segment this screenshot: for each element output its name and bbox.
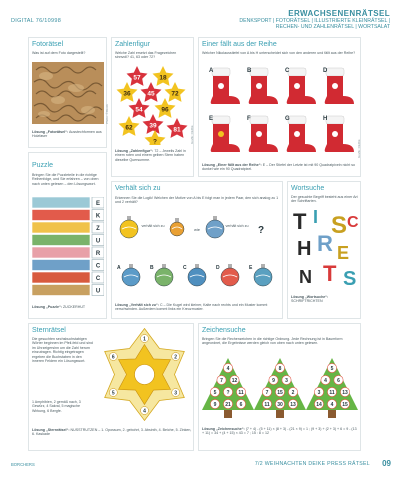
boot-b xyxy=(247,68,278,104)
boot-cuff xyxy=(250,68,268,76)
zahlenfigur-panel xyxy=(111,37,194,177)
puzzle-text: Bringen Sie die Puzzleteile in die richtige Reihenfolge, und Sie erfahren – von oben nach unten gelesen – den Lösungswort. xyxy=(32,173,99,186)
boot-body xyxy=(325,76,354,104)
boot-g xyxy=(285,116,316,152)
star-number-label: 81 xyxy=(173,126,181,134)
page-footer xyxy=(0,456,400,477)
number-star-figure xyxy=(115,65,189,145)
tree-trunk xyxy=(224,410,232,418)
boot-d xyxy=(323,68,354,104)
sternraetsel-solution xyxy=(32,428,192,437)
ornament-cap xyxy=(261,264,265,268)
tree-number: 21 xyxy=(225,402,231,408)
reihe-solution-text: E – Der Stiefel der Letzte ist mit 90 Quadratpixeln nicht so dunkel wie ein 90 Quadratpixel. xyxy=(202,163,356,172)
star-number-label: 36 xyxy=(123,90,131,98)
tree-number: 15 xyxy=(342,402,348,408)
boot-body xyxy=(249,124,278,152)
boot-body xyxy=(325,124,354,152)
sternraetsel-panel xyxy=(28,323,194,451)
collage-letter: I xyxy=(313,207,319,227)
boot-letter: D xyxy=(323,68,328,74)
tree-number: 13 xyxy=(342,390,348,396)
tree-number: 4 xyxy=(226,366,230,372)
relation-text: verhält sich zu xyxy=(141,224,165,228)
tree-number: 6 xyxy=(239,402,243,408)
collage-letter: N xyxy=(299,267,312,287)
verhaelt-solution-text: C – Die Kugel wird kleiner, Kalte nach rechts und ein Muster kommt verschwinden. Außerdem kommt links ein Kreuzmuster. xyxy=(115,303,268,312)
wortsuche-panel xyxy=(287,181,361,319)
fotoraetsel-solution-text: Ausstechformen aus Holzfaser xyxy=(32,130,102,139)
boot-cuff xyxy=(212,68,230,76)
question-mark: ? xyxy=(257,225,265,236)
zeichensuche-text: Bringen Sie die Rechenzeichen in die richtige Ordnung. Jede Rechnung ist in Baumform angeordnet, die Ergebnisse werden gleich von oben nach unten gelesen. xyxy=(202,337,343,346)
option-letter: D xyxy=(216,265,220,271)
star-clue-number: 1 xyxy=(143,336,146,343)
nikolaus-boots-figure xyxy=(202,62,358,160)
zahlenfigur-credit: Grafik: DEIKE xyxy=(190,125,194,144)
wortsuche-question: Der gesuchte Begriff besteht aus einer Art der Schriftarten. xyxy=(291,195,358,204)
star-number-label: 54 xyxy=(135,106,143,114)
star-puzzle-figure xyxy=(97,327,192,422)
option-letter: E xyxy=(249,265,253,271)
ornament-cap xyxy=(162,264,166,268)
tree-number: 9 xyxy=(272,378,275,384)
option-letter: A xyxy=(117,265,121,271)
center-circle xyxy=(135,365,155,385)
zeichensuche-solution-label: Lösung „Zeichensuche“: xyxy=(202,427,245,431)
option-letter: C xyxy=(183,265,187,271)
puzzle-strip xyxy=(32,260,90,271)
boot-emblem xyxy=(294,131,300,137)
fotoraetsel-credit: Photo: ©iStock xyxy=(105,104,109,124)
verhaelt-solution-label: Lösung „Verhält sich zu“: xyxy=(115,303,159,307)
zeichensuche-solution xyxy=(202,427,358,436)
ornament-cap xyxy=(127,216,131,220)
puzzle-strip xyxy=(32,285,90,296)
zahlenfigur-title: Zahlenfigur xyxy=(115,41,151,48)
tree-number: 7 xyxy=(265,390,269,396)
boot-emblem xyxy=(218,83,224,89)
boot-h xyxy=(323,116,354,152)
fotoraetsel-solution xyxy=(32,130,104,139)
tree-number: 11 xyxy=(329,390,335,396)
reihe-solution xyxy=(202,163,356,172)
boot-cuff xyxy=(288,68,306,76)
tree-number: 9 xyxy=(213,402,217,408)
boot-f xyxy=(247,116,278,152)
ornament-cap xyxy=(213,216,217,220)
puzzle-strip xyxy=(32,247,90,258)
star-clue-number: 3 xyxy=(174,390,178,397)
tree-number: 5 xyxy=(330,366,334,372)
star-number-label: 18 xyxy=(159,74,167,82)
collage-letter: H xyxy=(297,238,312,260)
boot-body xyxy=(249,76,278,104)
puzzle-letter: C xyxy=(95,276,101,282)
sternraetsel-text: Die gesuchten sechsbuchstabigen Wörter beginnen im Pfeil-feld und sind im Uhrzeigersinn um die Zahl herum einzutragen. Richtig eingetragen ergeben die Buchstaben in den inneren Feldern ein Lösungswort. xyxy=(32,337,93,364)
sternraetsel-clues: 1 Amphibien, 2 gemäß nach, 3 Gewürz, 4 Sakral, 5 magische Wirkung, 6 Bergfe. xyxy=(32,400,81,413)
issue-label: DIGITAL 76/10998 xyxy=(11,18,62,24)
star-clue-number: 4 xyxy=(143,408,146,415)
verhaelt-panel xyxy=(111,181,283,319)
footer-issue: 7/2 WEIHNACHTEN DEIKE PRESS RÄTSEL xyxy=(254,461,370,467)
tree-number: 2 xyxy=(291,390,295,396)
fotoraetsel-question: Was ist auf dem Foto dargestellt? xyxy=(32,51,86,55)
tree-trunk xyxy=(328,410,336,418)
boot-letter: E xyxy=(209,116,214,122)
puzzle-letter: U xyxy=(95,288,101,295)
wortsuche-solution-text: SCHRIFTRICHTEN xyxy=(291,299,323,304)
reihe-credit: Grafik: DEIKE xyxy=(357,139,361,158)
fotoraetsel-solution-label: Lösung „Fotorätsel“: xyxy=(32,130,69,134)
sternraetsel-title: Sternrätsel xyxy=(32,327,66,334)
tree-number: 30 xyxy=(277,402,283,408)
page-number: 09 xyxy=(382,459,391,468)
ornament-analogy-figure xyxy=(115,207,281,301)
zahlenfigur-solution-label: Lösung „Zahlenfigur“: xyxy=(115,149,154,153)
wortsuche-solution-label: Lösung „Wortsuche“: xyxy=(291,295,329,299)
wortsuche-solution xyxy=(291,295,359,304)
puzzle-letter: R xyxy=(95,251,101,257)
boot-cuff xyxy=(288,116,306,124)
boot-body xyxy=(287,76,316,104)
puzzle-strip xyxy=(32,197,90,208)
relation-text: verhält sich zu xyxy=(225,224,249,228)
boot-cuff xyxy=(250,116,268,124)
boot-letter: A xyxy=(209,68,214,74)
boot-body xyxy=(287,124,316,152)
puzzle-strip xyxy=(32,272,90,283)
sternraetsel-solution-text: NUSSTRUTZEN – 1. Opossum, 2. gebohrt, 3. Absinth, 4. Beiche, 5. Zinken, 6. Kaskade xyxy=(32,428,192,437)
zahlenfigur-question: Welche Zahl ersetzt das Fragezeichen sinnvoll? 41, 63 oder 72? xyxy=(115,51,177,60)
boot-emblem xyxy=(256,131,262,137)
puzzle-panel xyxy=(28,152,107,319)
zeichensuche-panel xyxy=(198,323,361,451)
tree-number: 7 xyxy=(220,378,223,384)
boot-e xyxy=(209,116,240,152)
puzzle-title: Puzzle xyxy=(32,162,54,169)
collage-letter: R xyxy=(317,231,333,256)
boot-letter: B xyxy=(247,68,252,74)
boot-letter: C xyxy=(285,68,290,74)
tree-number: 14 xyxy=(316,402,322,408)
star-number-label: 72 xyxy=(171,90,179,98)
star-number-label: 62 xyxy=(125,124,133,132)
ornament-cap xyxy=(129,264,133,268)
tree-number: 4 xyxy=(324,378,327,384)
tree-number: 5 xyxy=(213,390,217,396)
fotoraetsel-title: Fotorätsel xyxy=(32,41,64,48)
reihe-question: Welcher Nikolausstiefel von A bis H unterscheidet sich von den anderen und fällt aus der Reihe? xyxy=(202,51,356,55)
boot-emblem xyxy=(256,83,262,89)
zahlenfigur-solution xyxy=(115,149,191,162)
boot-cuff xyxy=(326,116,344,124)
puzzle-strip xyxy=(32,210,90,221)
star-clue-number: 5 xyxy=(111,390,115,397)
boot-cuff xyxy=(326,68,344,76)
verhaelt-title: Verhält sich zu xyxy=(115,185,161,192)
boot-letter: G xyxy=(285,116,290,122)
reihe-solution-label: Lösung „Einer fällt aus der Reihe“: xyxy=(202,163,262,167)
ornament-cap xyxy=(228,264,232,268)
puzzle-letter: U xyxy=(95,238,101,245)
zeichensuche-title: Zeichensuche xyxy=(202,327,246,334)
boot-letter: H xyxy=(323,116,328,122)
puzzle-solution-text: ZUCKERHUT xyxy=(62,305,86,309)
tree-trunk xyxy=(276,410,284,418)
star-number-label: 39 xyxy=(149,122,157,130)
puzzle-letter: Z xyxy=(96,226,100,232)
option-letter: B xyxy=(150,265,154,271)
puzzle-solution-label: Lösung „Puzzle“: xyxy=(32,305,62,309)
star-number-label: ? xyxy=(153,138,157,145)
boot-emblem xyxy=(332,131,338,137)
tree-number: 11 xyxy=(238,390,244,396)
boot-emblem xyxy=(294,83,300,89)
tree-number: 11 xyxy=(264,402,270,408)
tree-number: 15 xyxy=(277,390,283,396)
star-number-label: 57 xyxy=(133,74,141,82)
puzzle-letter: K xyxy=(95,213,101,220)
collage-letter: E xyxy=(337,243,350,263)
star-number-label: 96 xyxy=(161,106,169,114)
sternraetsel-solution-label: Lösung „Sternrätsel“: xyxy=(32,428,70,432)
puzzle-strip xyxy=(32,235,90,246)
puzzle-letter: C xyxy=(95,263,101,270)
tree-number: 12 xyxy=(231,378,238,384)
wortsuche-title: Wortsuche xyxy=(291,185,325,192)
tree-number: 8 xyxy=(278,366,282,372)
star-clue-number: 2 xyxy=(174,354,178,361)
collage-letter: T xyxy=(293,209,307,234)
puzzle-letter: E xyxy=(95,201,101,207)
puzzle-solution xyxy=(32,305,104,309)
tree-number: 3 xyxy=(317,390,321,396)
boot-body xyxy=(211,76,240,104)
boot-body xyxy=(211,124,240,152)
boot-emblem xyxy=(218,131,224,137)
star-number-label: 45 xyxy=(147,90,155,98)
boot-c xyxy=(285,68,316,104)
collage-letter: C xyxy=(347,214,359,231)
puzzle-strips-figure xyxy=(32,197,104,299)
letter-collage-figure xyxy=(291,207,359,290)
verhaelt-question: Erkennen Sie die Logik! Welchen der Motive von A bis E folgt man in jedem Paar, den sich analog zu 1 und 2 verhält? xyxy=(115,196,279,205)
collage-letter: T xyxy=(323,261,337,286)
section-title: ERWACHSENENRÄTSEL xyxy=(288,9,390,18)
boot-cuff xyxy=(212,116,230,124)
wie-text: wie xyxy=(193,227,201,232)
tree-number: 4 xyxy=(330,402,334,408)
reihe-panel xyxy=(198,37,361,177)
star-clue-number: 6 xyxy=(111,354,115,361)
tree-number: ? xyxy=(226,390,230,396)
fotoraetsel-panel xyxy=(28,37,107,148)
footer-brand: BORCHERS xyxy=(11,462,35,467)
boot-emblem xyxy=(332,83,338,89)
collage-letter: S xyxy=(331,212,348,239)
verhaelt-solution xyxy=(115,303,281,312)
boot-a xyxy=(209,68,240,104)
tree-number: 6 xyxy=(337,378,340,384)
page-header xyxy=(0,0,400,34)
reihe-title: Einer fällt aus der Reihe xyxy=(202,41,277,48)
collage-letter: S xyxy=(343,268,357,290)
section-subtitle: DENKSPORT | FOTORÄTSEL | ILLUSTRIERTE KLEINRÄTSEL | RECHEN- UND ZAHLENRÄTSEL | WORTSALAT xyxy=(239,18,390,31)
ornament-cap xyxy=(175,218,179,222)
ornament-cap xyxy=(195,264,199,268)
zeichensuche-solution-text: (7 + 4) - (5 + 11) × (8 + 3) - (21 × 9) = 1 ; (9 + 3) + (2 + 3) + 6 = 9 - (13 + 11) = 34 + (4 + 15) × 43 = 7 ; 15 : 8 = 12 xyxy=(202,427,357,436)
number-trees-figure xyxy=(202,358,358,422)
puzzle-strip xyxy=(32,222,90,233)
tree-number: 3 xyxy=(285,378,288,384)
tree-number: 13 xyxy=(290,402,296,408)
zahlenfigur-solution-text: 72 – Jeweils Zahl in einem roten und einem gelben Stern haben dieselbe Quersumme. xyxy=(115,149,186,162)
cookie-cutter-photo xyxy=(32,62,104,124)
boot-letter: F xyxy=(247,116,251,122)
